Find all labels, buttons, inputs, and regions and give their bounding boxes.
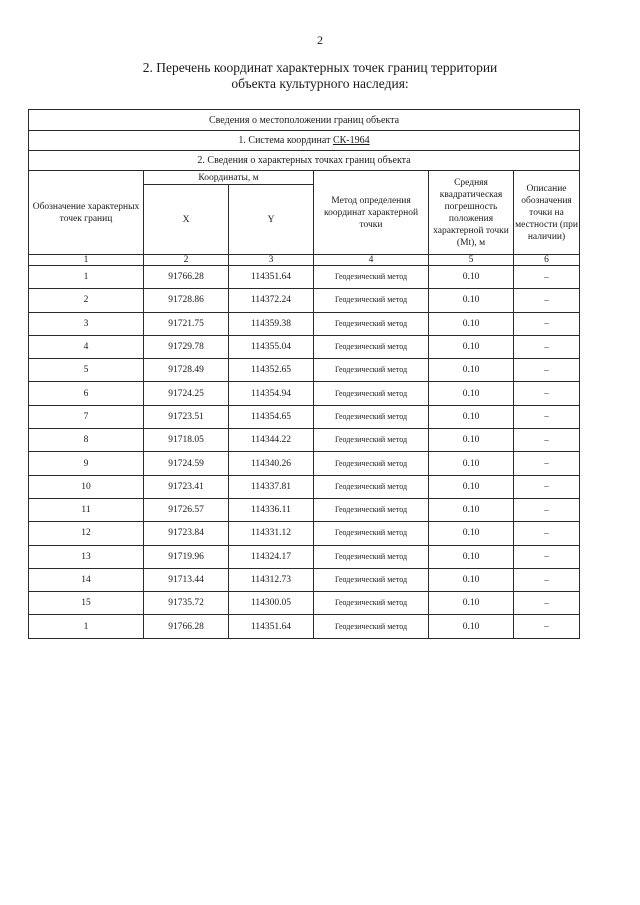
accuracy-cell: 0.10 — [429, 475, 514, 498]
method-cell — [314, 498, 429, 521]
table-row — [29, 359, 580, 382]
method-cell-text: Геодезический метод — [334, 342, 408, 352]
column-number-4: 4 — [314, 255, 429, 266]
description-cell — [514, 592, 580, 615]
description-cell-text: – — [544, 411, 549, 422]
table-row — [29, 452, 580, 475]
method-cell-text: Геодезический метод — [334, 458, 408, 468]
description-cell — [514, 289, 580, 312]
accuracy-cell: 0.10 — [429, 359, 514, 382]
y-coordinate-cell: 114324.17 — [229, 545, 314, 568]
x-coordinate-cell: 91728.49 — [144, 359, 229, 382]
description-cell — [514, 405, 580, 428]
coordinate-system-row — [29, 131, 580, 151]
section-heading — [0, 60, 640, 92]
x-coordinate-cell: 91766.28 — [144, 266, 229, 289]
point-number-cell: 13 — [29, 545, 144, 568]
column-number-6: 6 — [514, 255, 580, 266]
table-row — [29, 405, 580, 428]
description-cell — [514, 335, 580, 358]
method-cell-text: Геодезический метод — [334, 295, 408, 305]
point-number-cell: 1 — [29, 615, 144, 638]
y-coordinate-cell: 114337.81 — [229, 475, 314, 498]
y-coordinate-cell: 114354.65 — [229, 405, 314, 428]
method-cell — [314, 405, 429, 428]
method-cell-text: Геодезический метод — [334, 365, 408, 375]
description-cell — [514, 498, 580, 521]
coordinate-system-value: СК-1964 — [332, 135, 370, 146]
header-coordinates: Координаты, м — [144, 171, 314, 185]
description-cell-text: – — [544, 504, 549, 515]
description-cell-text: – — [544, 364, 549, 375]
method-cell — [314, 382, 429, 405]
x-coordinate-cell: 91713.44 — [144, 568, 229, 591]
description-cell-text: – — [544, 551, 549, 562]
accuracy-cell: 0.10 — [429, 545, 514, 568]
method-cell — [314, 289, 429, 312]
point-number-cell: 10 — [29, 475, 144, 498]
accuracy-cell: 0.10 — [429, 289, 514, 312]
accuracy-cell: 0.10 — [429, 498, 514, 521]
y-coordinate-cell: 114372.24 — [229, 289, 314, 312]
point-number-cell: 8 — [29, 429, 144, 452]
x-coordinate-cell: 91735.72 — [144, 592, 229, 615]
y-coordinate-cell: 114344.22 — [229, 429, 314, 452]
method-cell — [314, 475, 429, 498]
accuracy-cell: 0.10 — [429, 405, 514, 428]
description-cell — [514, 429, 580, 452]
x-coordinate-cell: 91718.05 — [144, 429, 229, 452]
accuracy-cell: 0.10 — [429, 312, 514, 335]
x-coordinate-cell: 91719.96 — [144, 545, 229, 568]
x-coordinate-cell: 91724.25 — [144, 382, 229, 405]
table-row — [29, 266, 580, 289]
method-cell-text: Геодезический метод — [334, 318, 408, 328]
description-cell — [514, 475, 580, 498]
accuracy-cell: 0.10 — [429, 452, 514, 475]
column-number-2: 2 — [144, 255, 229, 266]
x-coordinate-cell: 91729.78 — [144, 335, 229, 358]
method-cell-text: Геодезический метод — [334, 388, 408, 398]
method-cell — [314, 359, 429, 382]
description-cell — [514, 452, 580, 475]
accuracy-cell: 0.10 — [429, 266, 514, 289]
description-cell-text: – — [544, 574, 549, 585]
description-cell-text: – — [544, 458, 549, 469]
method-cell-text: Геодезический метод — [334, 598, 408, 608]
method-cell — [314, 452, 429, 475]
header-y: Y — [229, 185, 314, 255]
method-cell — [314, 335, 429, 358]
method-cell — [314, 592, 429, 615]
description-cell — [514, 312, 580, 335]
y-coordinate-cell: 114331.12 — [229, 522, 314, 545]
point-number-cell: 7 — [29, 405, 144, 428]
x-coordinate-cell: 91721.75 — [144, 312, 229, 335]
x-coordinate-cell: 91723.41 — [144, 475, 229, 498]
accuracy-cell: 0.10 — [429, 429, 514, 452]
header-accuracy: Средняя квадратическая погрешность положения характерной точки (Mt), м — [429, 171, 514, 255]
point-number-cell: 5 — [29, 359, 144, 382]
column-number-5: 5 — [429, 255, 514, 266]
heading-line-2: объекта культурного наследия: — [231, 76, 409, 91]
x-coordinate-cell: 91766.28 — [144, 615, 229, 638]
points-info-row: 2. Сведения о характерных точках границ объекта — [29, 151, 580, 171]
point-number-cell: 14 — [29, 568, 144, 591]
point-number-cell: 4 — [29, 335, 144, 358]
method-cell-text: Геодезический метод — [334, 528, 408, 538]
point-number-cell: 11 — [29, 498, 144, 521]
point-number-cell: 9 — [29, 452, 144, 475]
table-row — [29, 429, 580, 452]
table-row — [29, 475, 580, 498]
method-cell-text: Геодезический метод — [334, 435, 408, 445]
y-coordinate-cell: 114351.64 — [229, 615, 314, 638]
table-row — [29, 522, 580, 545]
accuracy-cell: 0.10 — [429, 592, 514, 615]
header-description: Описание обозначения точки на местности (при наличии) — [514, 171, 580, 255]
accuracy-cell: 0.10 — [429, 335, 514, 358]
table-row — [29, 289, 580, 312]
method-cell — [314, 429, 429, 452]
description-cell-text: – — [544, 271, 549, 282]
heading-line-1: 2. Перечень координат характерных точек границ территории — [142, 60, 498, 75]
y-coordinate-cell: 114336.11 — [229, 498, 314, 521]
x-coordinate-cell: 91723.51 — [144, 405, 229, 428]
method-cell-text: Геодезический метод — [334, 411, 408, 421]
table-row — [29, 335, 580, 358]
table-row — [29, 592, 580, 615]
header-method: Метод определения координат характерной точки — [314, 171, 429, 255]
description-cell — [514, 568, 580, 591]
description-cell-text: – — [544, 294, 549, 305]
y-coordinate-cell: 114354.94 — [229, 382, 314, 405]
table-title: Сведения о местоположении границ объекта — [29, 110, 580, 131]
method-cell — [314, 522, 429, 545]
coordinates-table — [28, 109, 580, 639]
point-number-cell: 12 — [29, 522, 144, 545]
method-cell — [314, 615, 429, 638]
x-coordinate-cell: 91724.59 — [144, 452, 229, 475]
page-number: 2 — [317, 33, 323, 47]
point-number-cell: 6 — [29, 382, 144, 405]
method-cell — [314, 545, 429, 568]
method-cell-text: Геодезический метод — [334, 481, 408, 491]
method-cell-text: Геодезический метод — [334, 272, 408, 282]
description-cell — [514, 382, 580, 405]
point-number-cell: 3 — [29, 312, 144, 335]
method-cell — [314, 266, 429, 289]
point-number-cell: 1 — [29, 266, 144, 289]
description-cell — [514, 359, 580, 382]
method-cell-text: Геодезический метод — [334, 551, 408, 561]
points-table-body — [29, 266, 580, 639]
method-cell — [314, 568, 429, 591]
description-cell-text: – — [544, 341, 549, 352]
table-row — [29, 382, 580, 405]
y-coordinate-cell: 114352.65 — [229, 359, 314, 382]
y-coordinate-cell: 114359.38 — [229, 312, 314, 335]
y-coordinate-cell: 114351.64 — [229, 266, 314, 289]
description-cell-text: – — [544, 481, 549, 492]
description-cell — [514, 545, 580, 568]
description-cell — [514, 266, 580, 289]
table-row — [29, 498, 580, 521]
description-cell-text: – — [544, 621, 549, 632]
table-row — [29, 312, 580, 335]
coordinate-system-label: 1. Система координат — [238, 135, 333, 146]
y-coordinate-cell: 114340.26 — [229, 452, 314, 475]
table-row — [29, 568, 580, 591]
accuracy-cell: 0.10 — [429, 522, 514, 545]
x-coordinate-cell: 91723.84 — [144, 522, 229, 545]
method-cell-text: Геодезический метод — [334, 621, 408, 631]
y-coordinate-cell: 114300.05 — [229, 592, 314, 615]
description-cell-text: – — [544, 597, 549, 608]
table-row — [29, 545, 580, 568]
accuracy-cell: 0.10 — [429, 382, 514, 405]
description-cell — [514, 522, 580, 545]
accuracy-cell: 0.10 — [429, 615, 514, 638]
accuracy-cell: 0.10 — [429, 568, 514, 591]
method-cell-text: Геодезический метод — [334, 505, 408, 515]
table-row — [29, 615, 580, 638]
description-cell-text: – — [544, 318, 549, 329]
description-cell — [514, 615, 580, 638]
description-cell-text: – — [544, 388, 549, 399]
description-cell-text: – — [544, 434, 549, 445]
header-x: X — [144, 185, 229, 255]
description-cell-text: – — [544, 527, 549, 538]
column-number-3: 3 — [229, 255, 314, 266]
header-designation: Обозначение характерных точек границ — [29, 171, 144, 255]
x-coordinate-cell: 91728.86 — [144, 289, 229, 312]
y-coordinate-cell: 114355.04 — [229, 335, 314, 358]
method-cell — [314, 312, 429, 335]
column-number-1: 1 — [29, 255, 144, 266]
point-number-cell: 15 — [29, 592, 144, 615]
point-number-cell: 2 — [29, 289, 144, 312]
method-cell-text: Геодезический метод — [334, 575, 408, 584]
y-coordinate-cell: 114312.73 — [229, 568, 314, 591]
x-coordinate-cell: 91726.57 — [144, 498, 229, 521]
